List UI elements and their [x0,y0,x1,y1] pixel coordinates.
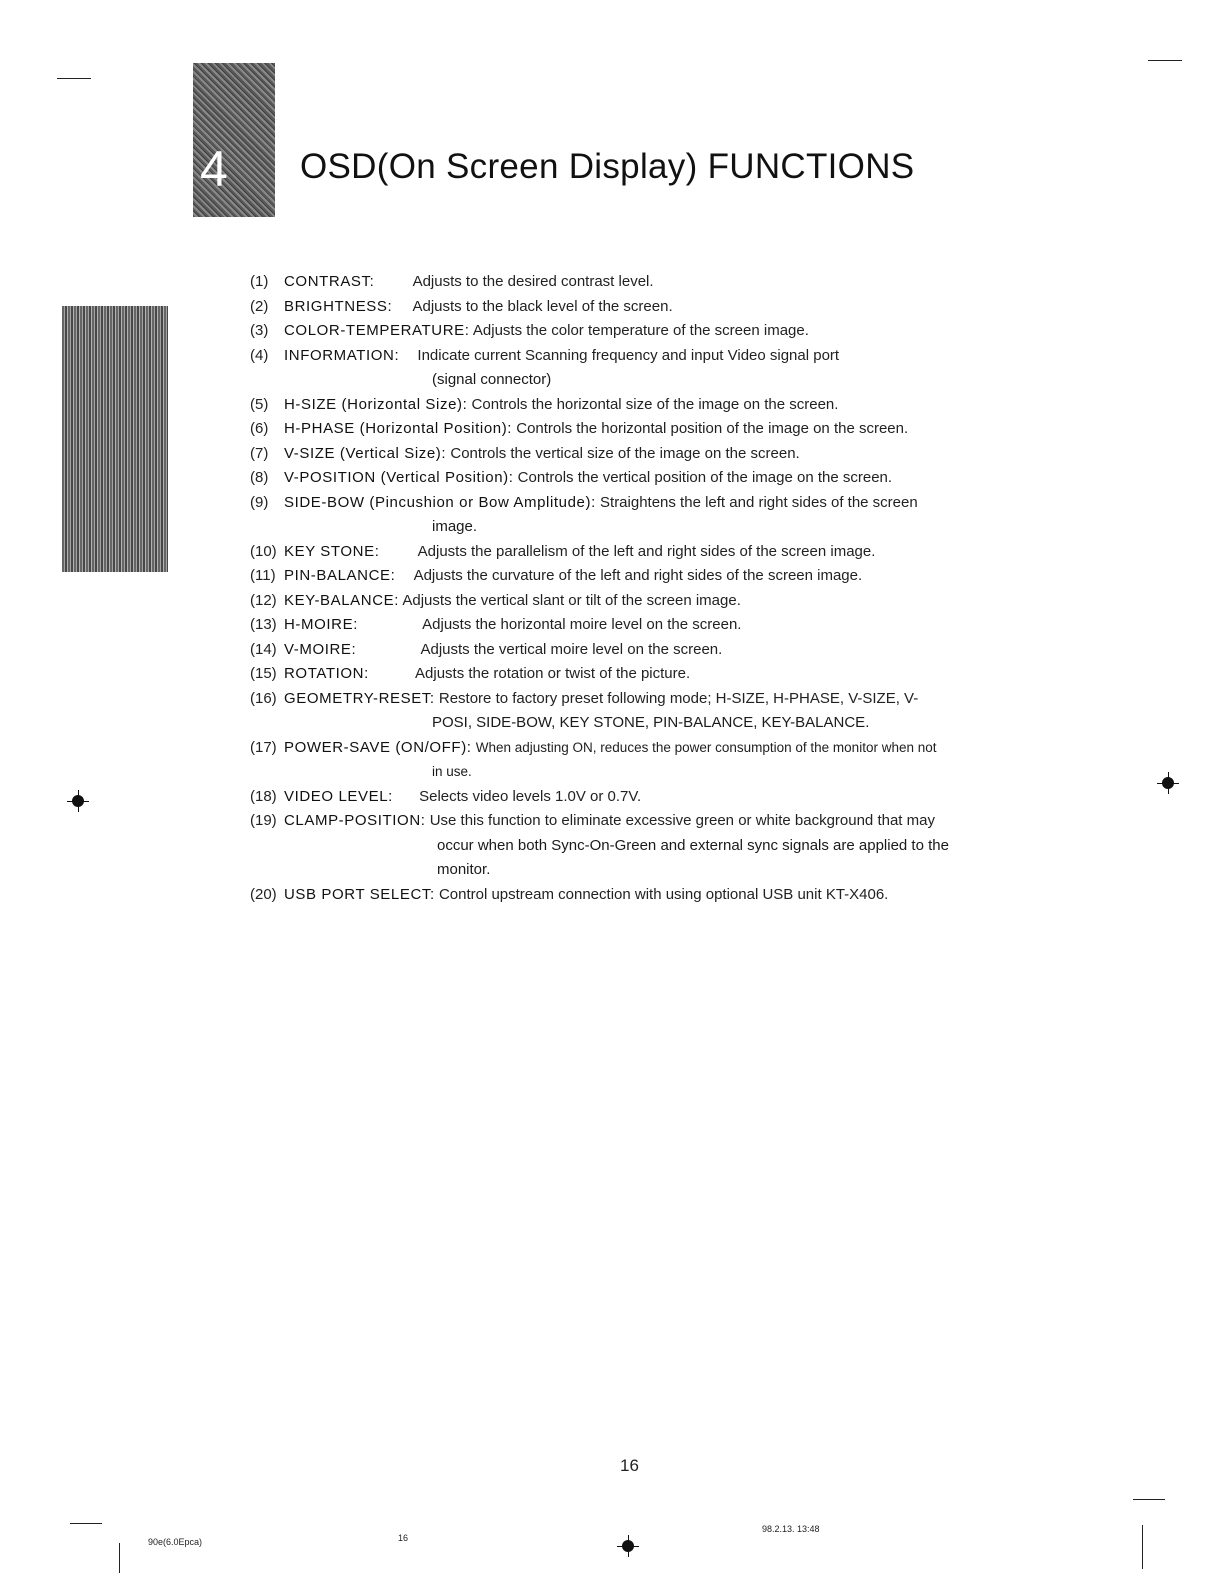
item-number: (3) [250,322,269,339]
item-term: GEOMETRY-RESET: [284,689,435,707]
item-number: (16) [250,689,277,707]
item-number: (17) [250,738,277,756]
item-number: (12) [250,591,277,609]
item-description: Indicate current Scanning frequency and input Video signal port [417,346,840,364]
item-term: POWER-SAVE (ON/OFF): [284,738,472,756]
item-continuation: monitor. [437,861,491,878]
page-number: 16 [620,1456,639,1475]
item-description: Controls the horizontal size of the image on the screen. [471,395,839,413]
list-item [250,491,1080,516]
item-continuation: image. [432,518,478,535]
item-term: COLOR-TEMPERATURE: [284,322,470,339]
item-term: PIN-BALANCE: [284,567,396,584]
item-term: CLAMP-POSITION: [284,812,426,829]
item-term: ROTATION: [284,665,369,682]
item-number: (15) [250,665,277,682]
item-number: (14) [250,640,277,658]
list-item [250,466,1080,491]
crop-mark [119,1543,120,1573]
crop-mark [1148,60,1182,61]
registration-mark-icon [617,1535,639,1557]
list-item [250,564,1080,589]
list-item [250,736,1080,761]
list-item [250,270,1080,295]
side-thumb-tab [62,306,168,572]
item-term: KEY-BALANCE: [284,591,400,609]
page-title: OSD(On Screen Display) FUNCTIONS [300,147,915,186]
item-term: H-MOIRE: [284,616,358,633]
item-number: (1) [250,273,269,290]
registration-mark-icon [67,790,89,812]
crop-mark [70,1523,102,1524]
item-term: KEY STONE: [284,542,380,560]
list-item [250,638,1080,663]
chapter-number: 4 [200,141,228,197]
item-number: (19) [250,812,277,829]
list-item [250,540,1080,565]
crop-mark [1133,1499,1165,1500]
item-description: Controls the vertical size of the image on the screen. [450,444,800,462]
list-item [250,295,1080,320]
item-description: Controls the vertical position of the image on the screen. [517,469,893,486]
item-description: Controls the horizontal position of the image on the screen. [516,420,909,437]
item-number: (7) [250,444,269,462]
footer-page-ref: 16 [398,1533,409,1543]
item-description: Adjusts the vertical slant or tilt of the screen image. [402,591,741,609]
list-item [250,883,1080,908]
item-number: (9) [250,493,269,511]
crop-mark [1142,1525,1143,1569]
item-term: H-PHASE (Horizontal Position): [284,420,513,437]
item-term: H-SIZE (Horizontal Size): [284,395,468,413]
registration-mark-icon [1157,772,1179,794]
item-description: Restore to factory preset following mode; H-SIZE, H-PHASE, V-SIZE, V- [438,689,919,707]
list-item [250,687,1080,712]
item-description: Selects video levels 1.0V or 0.7V. [419,787,642,805]
item-description: Use this function to eliminate excessive green or white background that may [429,812,935,829]
item-description: Adjusts the horizontal moire level on the screen. [422,616,742,633]
item-number: (8) [250,469,269,486]
item-description: Adjusts the parallelism of the left and right sides of the screen image. [417,542,876,560]
function-list [250,270,1080,907]
crop-mark [57,78,91,79]
item-term: BRIGHTNESS: [284,297,393,315]
footer-timestamp: 98.2.13. 13:48 [762,1524,820,1534]
list-item [250,613,1080,638]
item-description: When adjusting ON, reduces the power consumption of the monitor when not [475,739,937,755]
list-item [250,442,1080,467]
item-term: VIDEO LEVEL: [284,787,393,805]
item-term: USB PORT SELECT: [284,885,435,903]
list-item [250,417,1080,442]
item-description: Adjusts the rotation or twist of the picture. [415,665,691,682]
item-number: (10) [250,542,277,560]
item-continuation: in use. [432,764,472,779]
item-number: (13) [250,616,277,633]
item-term: INFORMATION: [284,346,400,364]
item-term: SIDE-BOW (Pincushion or Bow Amplitude): [284,493,596,511]
item-number: (11) [250,567,276,584]
item-number: (6) [250,420,269,437]
item-term: V-MOIRE: [284,640,357,658]
item-continuation: (signal connector) [432,371,552,388]
item-description: Straightens the left and right sides of the screen [600,493,918,511]
item-term: V-POSITION (Vertical Position): [284,469,514,486]
footer-file-code: 90e(6.0Epca) [148,1537,203,1547]
item-description: Control upstream connection with using optional USB unit KT-X406. [438,885,889,903]
item-number: (20) [250,885,277,903]
item-number: (4) [250,346,269,364]
list-item [250,344,1080,369]
item-number: (5) [250,395,269,413]
list-item [250,319,1080,344]
item-number: (2) [250,297,269,315]
item-number: (18) [250,787,277,805]
item-description: Adjusts to the desired contrast level. [412,273,654,290]
list-item [250,785,1080,810]
item-term: CONTRAST: [284,273,375,290]
item-description: Adjusts the curvature of the left and right sides of the screen image. [413,567,863,584]
item-description: Adjusts to the black level of the screen. [412,297,673,315]
item-term: V-SIZE (Vertical Size): [284,444,447,462]
item-continuation: occur when both Sync-On-Green and external sync signals are applied to the [437,836,949,854]
item-description: Adjusts the vertical moire level on the screen. [420,640,723,658]
list-item [250,809,1080,834]
list-item [250,662,1080,687]
list-item [250,589,1080,614]
item-description: Adjusts the color temperature of the screen image. [472,322,809,339]
item-continuation: POSI, SIDE-BOW, KEY STONE, PIN-BALANCE, KEY-BALANCE. [432,714,870,731]
list-item [250,393,1080,418]
